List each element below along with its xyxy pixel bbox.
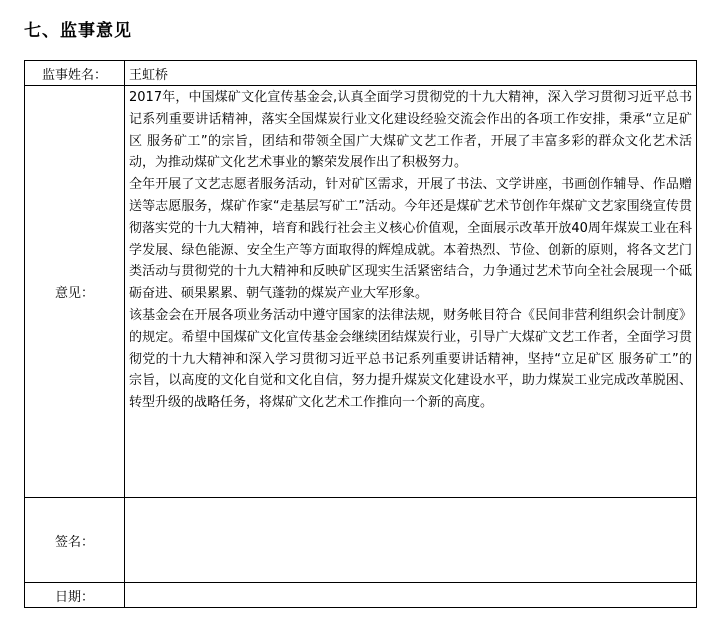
opinion-label: 意见： (25, 86, 125, 498)
date-row (25, 583, 697, 608)
section-title: 七、监事意见 (24, 21, 132, 41)
signature-row (25, 498, 697, 583)
date-label: 日期： (25, 583, 125, 608)
signature-field[interactable] (125, 498, 697, 583)
supervisor-opinion-table (24, 60, 697, 608)
supervisor-name-row (25, 61, 697, 86)
opinion-text (129, 86, 692, 414)
opinion-paragraph: 该基金会在开展各项业务活动中遵守国家的法律法规，财务帐目符合《民间非营利组织会计制度》的规定。希望中国煤矿文化宣传基金会继续团结煤炭行业，引导广大煤矿文艺工作者，全面学习贯彻党的十九大精神和深入学习贯彻习近平总书记系列重要讲话精神，坚持“立足矿区 服务矿工”的宗旨，以高度的文化自觉和文化自信，努力提升煤炭文化建设水平，助力煤炭工业完成改革脱困、转型升级的战略任务，将煤矿文化艺术工作推向一个新的高度。 (129, 307, 692, 411)
opinion-paragraph: 2017年，中国煤矿文化宣传基金会,认真全面学习贯彻党的十九大精神，深入学习贯彻习近平总书记系列重要讲话精神，落实全国煤炭行业文化建设经验交流会作出的各项工作安排，秉承“立足矿区 服务矿工”的宗旨，团结和带领全国广大煤矿文艺工作者，开展了丰富多彩的群众文化艺术活动，为推动煤矿文化艺术事业的繁荣发展作出了积极努力。 (129, 90, 692, 171)
opinion-cell (125, 86, 697, 498)
supervisor-name-value: 王虹桥 (125, 61, 697, 86)
opinion-row (25, 86, 697, 498)
signature-label: 签名： (25, 498, 125, 583)
date-field[interactable] (125, 583, 697, 608)
supervisor-name-label: 监事姓名： (25, 61, 125, 86)
opinion-paragraph: 全年开展了文艺志愿者服务活动，针对矿区需求，开展了书法、文学讲座，书画创作辅导、作品赠送等志愿服务，煤矿作家“走基层写矿工”活动。今年还是煤矿艺术节创作年煤矿文艺家围绕宣传贯彻落实党的十九大精神，培育和践行社会主义核心价值观，全面展示改革开放40周年煤炭工业在科学发展、绿色能源、安全生产等方面取得的辉煌成就。本着热烈、节俭、创新的原则，将各文艺门类活动与贯彻党的十九大精神和反映矿区现实生活紧密结合，力争通过艺术节向全社会展现一个砥砺奋进、硕果累累、朝气蓬勃的煤炭产业大军形象。 (129, 177, 692, 302)
